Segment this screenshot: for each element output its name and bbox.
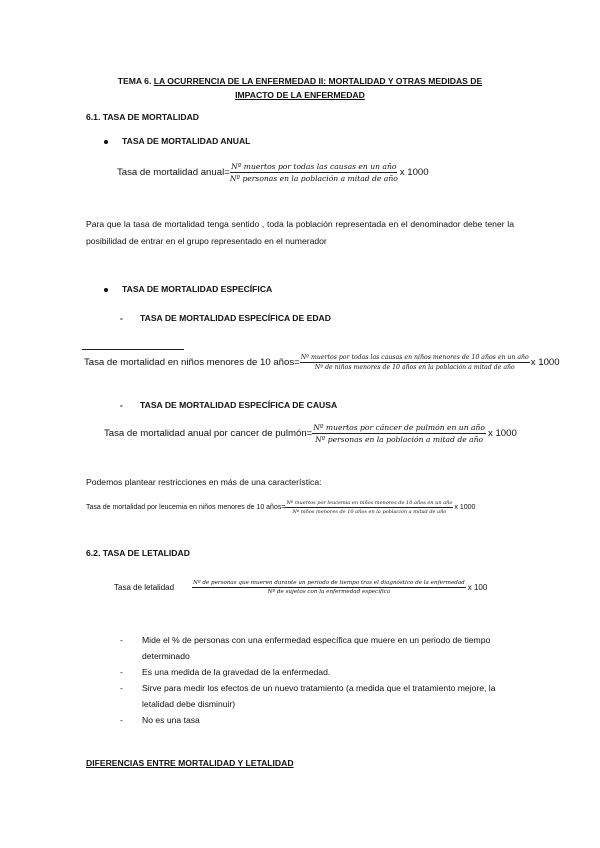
list-item-text: Mide el % de personas con una enfermedad específica que muere en un periodo de tiempo determinado (142, 635, 491, 661)
formula-cause (104, 423, 517, 444)
title-line2: IMPACTO DE LA ENFERMEDAD (235, 90, 365, 100)
bullet-specific (104, 284, 272, 294)
formula-annual-denominator: Nº personas en la población a mitad de año (229, 174, 398, 183)
section-62-heading: 6.2. TASA DE LETALIDAD (86, 548, 190, 558)
list-item-text: Es una medida de la gravedad de la enfermedad. (142, 667, 331, 677)
formula-cause-denominator: Nº personas en la población a mitad de año (315, 435, 484, 444)
list-item (120, 664, 518, 680)
divider-line (82, 349, 184, 350)
formula-annual-multiplier: x 1000 (399, 167, 429, 178)
bullet-annual (104, 136, 250, 146)
document-title (0, 74, 600, 102)
bullet-dot-icon (104, 140, 108, 144)
formula-letality-multiplier: x 100 (467, 583, 488, 592)
dash-marker: - (120, 715, 123, 725)
sub-age (120, 313, 331, 323)
dash-marker: - (120, 635, 123, 645)
title-line1: LA OCURRENCIA DE LA ENFERMEDAD II: MORTALIDAD Y OTRAS MEDIDAS DE (153, 76, 483, 86)
dash-marker: - (120, 400, 123, 410)
title-prefix: TEMA 6. (117, 76, 152, 86)
formula-leukemia-numerator: Nº muertos por leucemia en niños menores de 10 años en un año (286, 500, 453, 506)
paragraph-denominator: Para que la tasa de mortalidad tenga sentido , toda la población representada en el denominador debe tener la posibilidad de entrar en el grupo representado en el numerador (86, 219, 514, 246)
formula-annual (117, 162, 429, 183)
formula-leukemia-multiplier: x 1000 (454, 504, 476, 511)
formula-letality-numerator: Nº de personas que mueren durante un periodo de tiempo tras el diagnóstico de la enfermedad (193, 580, 465, 586)
dash-marker: - (120, 313, 123, 323)
bullet-specific-label: TASA DE MORTALIDAD ESPECÍFICA (122, 284, 273, 294)
formula-letality-denominator: Nº de sujetos con la enfermedad específica (267, 589, 391, 595)
formula-cause-multiplier: x 1000 (488, 428, 517, 439)
letality-list (120, 632, 518, 728)
differences-heading: DIFERENCIAS ENTRE MORTALIDAD Y LETALIDAD (86, 758, 294, 768)
formula-letality-lhs: Tasa de letalidad (114, 583, 175, 592)
sub-cause (120, 400, 337, 410)
formula-annual-numerator: Nº muertos por todas las causas en un año (231, 162, 397, 171)
formula-annual-fraction (230, 162, 398, 183)
bullet-annual-label: TASA DE MORTALIDAD ANUAL (122, 136, 251, 146)
formula-letality (114, 580, 487, 595)
sub-cause-label: TASA DE MORTALIDAD ESPECÍFICA DE CAUSA (140, 400, 338, 410)
formula-leukemia (86, 500, 475, 515)
formula-leukemia-lhs: Tasa de mortalidad por leucemia en niños menores de 10 años= (86, 504, 286, 511)
formula-age-numerator: Nº muertos por todas las causas en niños menores de 10 años en un año (300, 354, 529, 361)
formula-leukemia-denominator: Nº niños menores de 10 años en la población a mitad de año (292, 509, 447, 515)
restrictions-text: Podemos plantear restricciones en más de una característica: (86, 477, 322, 487)
sub-age-label: TASA DE MORTALIDAD ESPECÍFICA DE EDAD (140, 313, 331, 323)
formula-leukemia-fraction (285, 500, 453, 515)
list-item (120, 632, 518, 664)
formula-cause-numerator: Nº muertos por cáncer de pulmón en un año (313, 423, 485, 432)
formula-age-multiplier: x 1000 (530, 357, 560, 368)
formula-annual-lhs: Tasa de mortalidad anual= (117, 167, 230, 178)
formula-age (84, 354, 560, 371)
bullet-dot-icon (104, 288, 108, 292)
dash-marker: - (120, 667, 123, 677)
formula-age-denominator: Nº de niños menores de 10 años en la población a mitad de año (314, 364, 515, 371)
list-item-text: No es una tasa (142, 715, 200, 725)
formula-letality-fraction (192, 580, 466, 595)
formula-age-fraction (300, 354, 530, 371)
formula-cause-lhs: Tasa de mortalidad anual por cancer de pulmón= (104, 428, 313, 439)
dash-marker: - (120, 683, 123, 693)
list-item (120, 712, 518, 728)
section-61-heading: 6.1. TASA DE MORTALIDAD (86, 112, 199, 122)
formula-cause-fraction (312, 423, 486, 444)
list-item (120, 680, 518, 712)
list-item-text: Sirve para medir los efectos de un nuevo tratamiento (a medida que el tratamiento mejore, la letalidad debe disminuir) (142, 683, 496, 709)
formula-age-lhs: Tasa de mortalidad en niños menores de 10 años= (84, 357, 300, 368)
